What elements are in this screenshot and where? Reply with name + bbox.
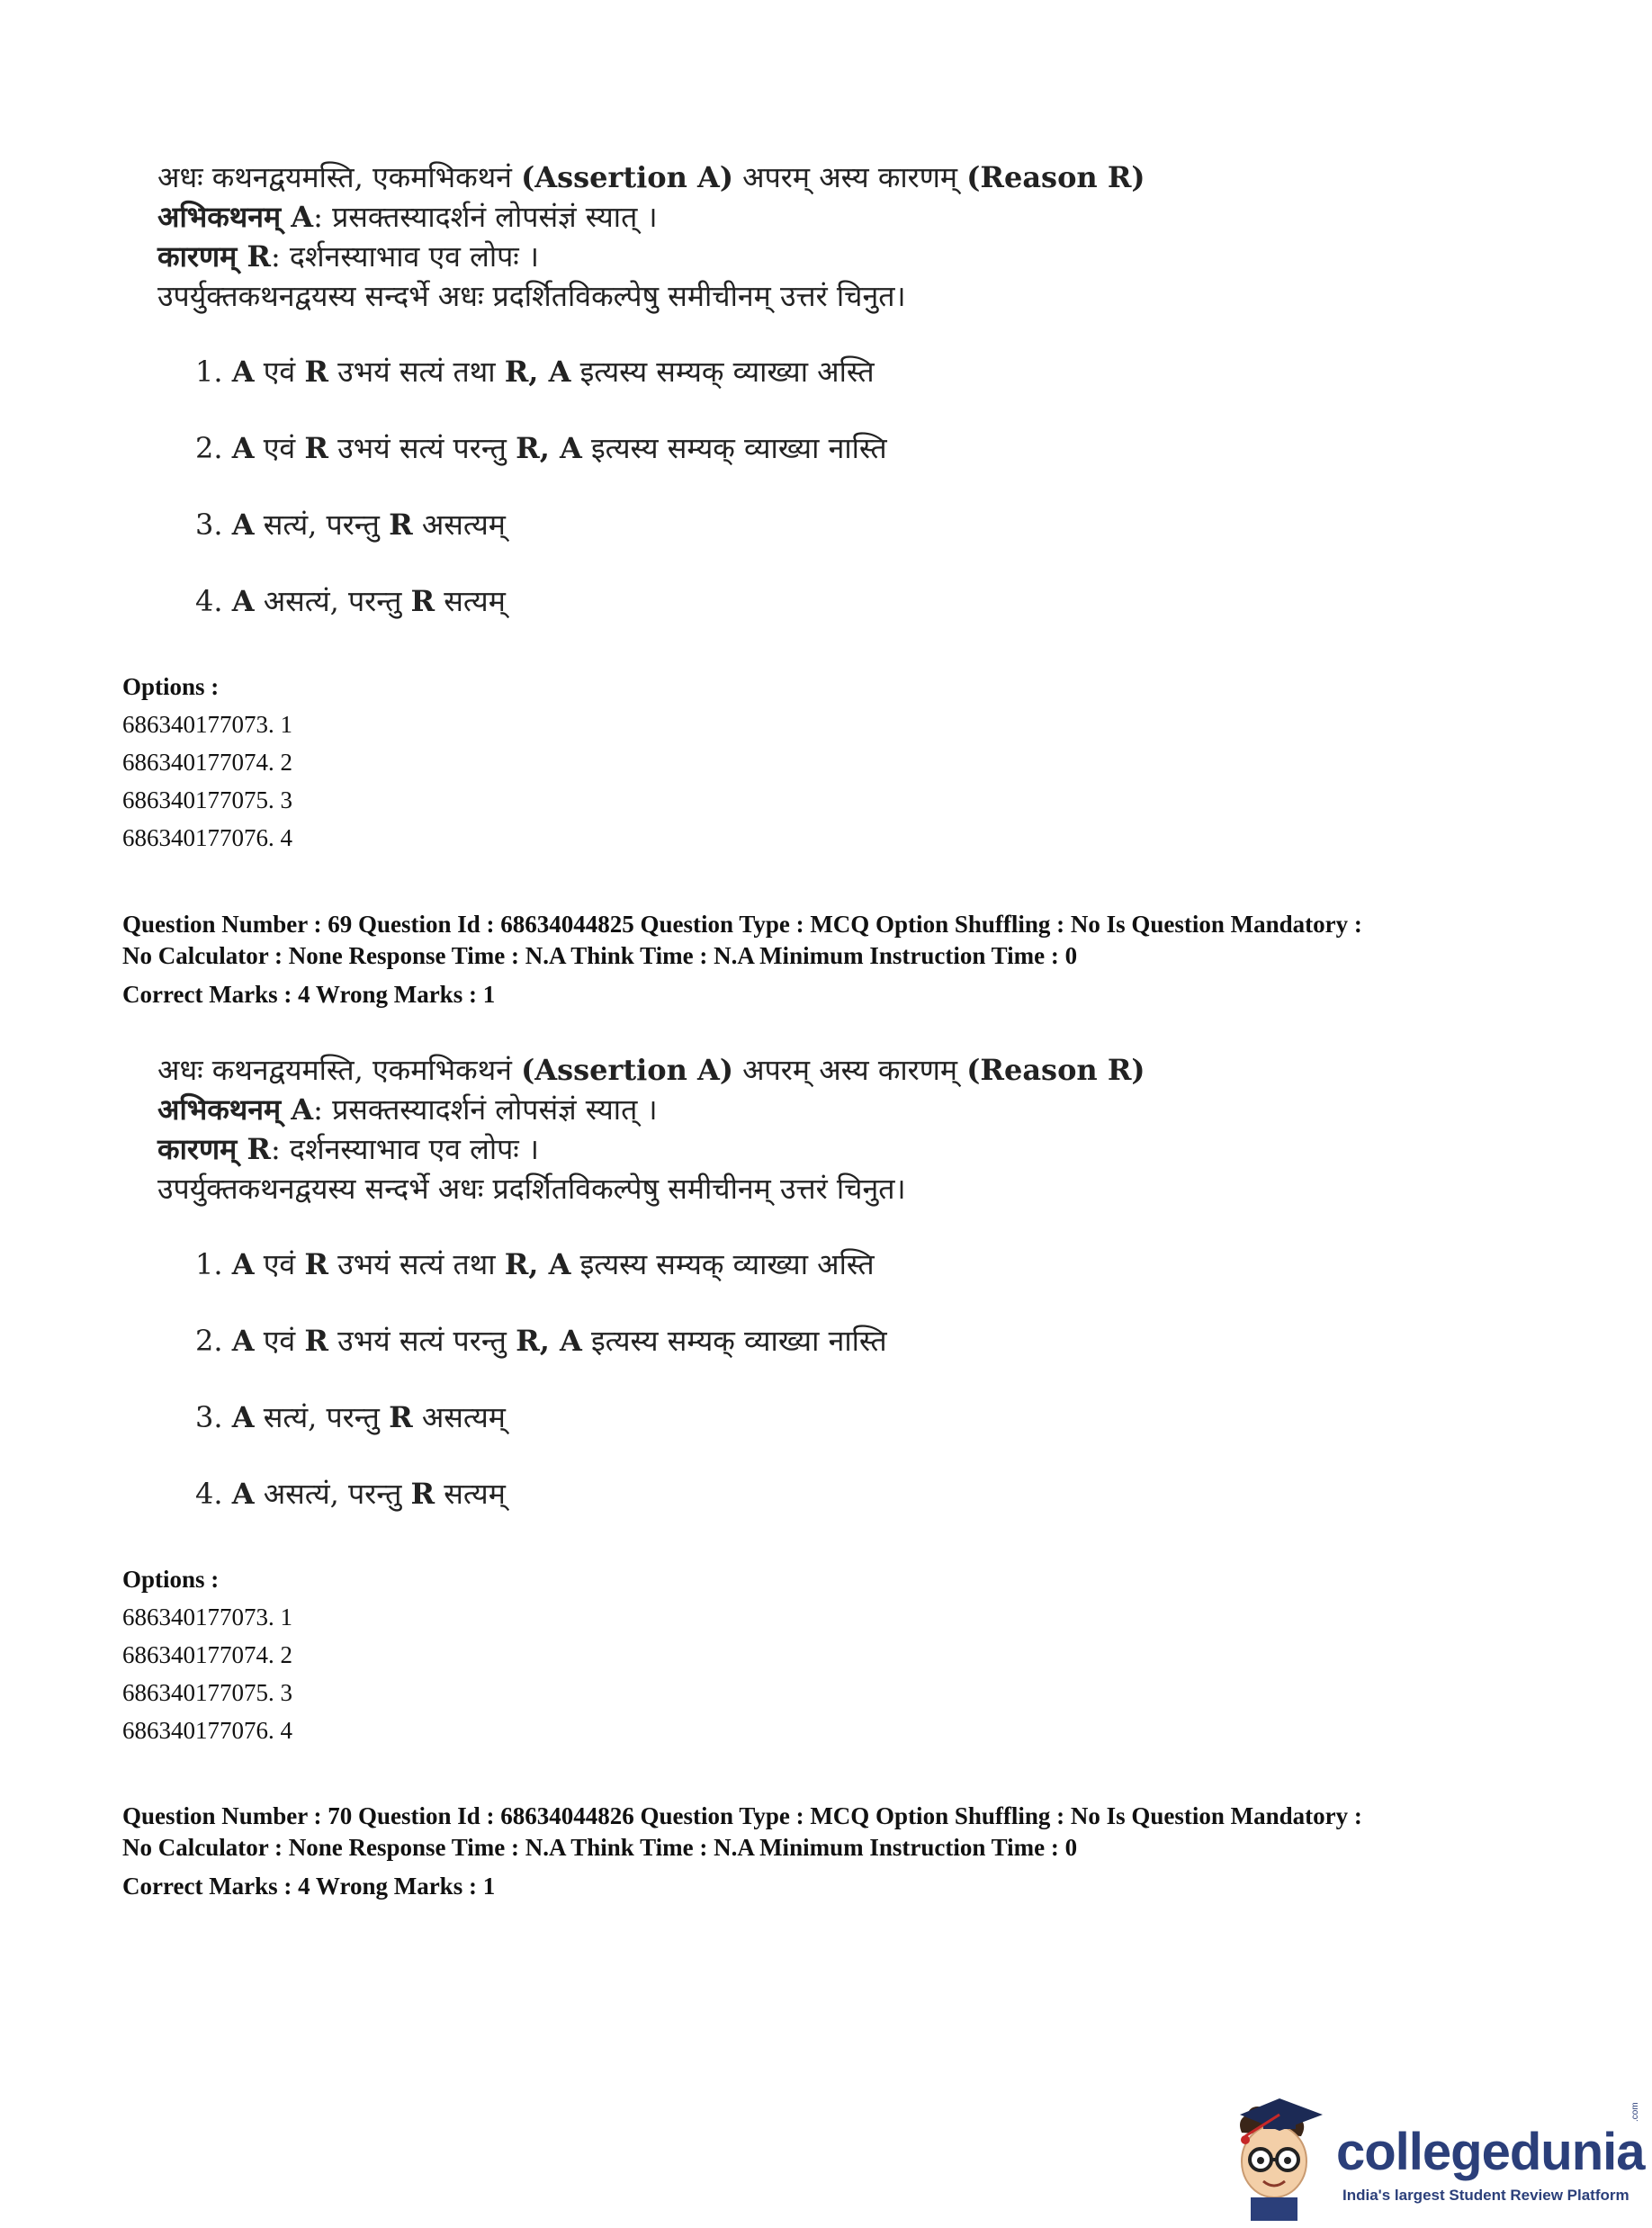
question-intro: अधः कथनद्वयमस्ति, एकमभिकथनं (Assertion A) अपरम् अस्य कारणम् (Reason R) — [157, 160, 1145, 194]
meta-line-2: No Calculator : None Response Time : N.A Think Time : N.A Minimum Instruction Time : 0 — [122, 1834, 1078, 1861]
question-meta-69 — [122, 909, 1362, 1011]
marks-line: Correct Marks : 4 Wrong Marks : 1 — [122, 981, 496, 1008]
options-list-1 — [122, 668, 292, 857]
meta-line-1: Question Number : 69 Question Id : 68634044825 Question Type : MCQ Option Shuffling : No Is Question Mandatory : — [122, 911, 1362, 938]
choice-3: 3. A सत्यं, परन्तु R असत्यम् — [195, 1400, 506, 1434]
options-title: Options : — [122, 1566, 220, 1593]
choice-4: 4. A असत्यं, परन्तु R सत्यम् — [195, 584, 506, 618]
instruction-line: उपर्युक्तकथनद्वयस्य सन्दर्भे अधः प्रदर्शितविकल्पेषु समीचीनम् उत्तरं चिनुत। — [157, 1172, 906, 1206]
option-item: 686340177073. 1 — [122, 1604, 292, 1631]
meta-line-2: No Calculator : None Response Time : N.A Think Time : N.A Minimum Instruction Time : 0 — [122, 942, 1078, 969]
reason-line: कारणम् R: दर्शनस्याभाव एव लोपः । — [157, 239, 540, 274]
option-item: 686340177074. 2 — [122, 1641, 292, 1668]
choice-2: 2. A एवं R उभयं सत्यं परन्तु R, A इत्यस्य सम्यक् व्याख्या नास्ति — [195, 431, 887, 465]
logo-suffix: .com — [1630, 2102, 1640, 2122]
choice-1: 1. A एवं R उभयं सत्यं तथा R, A इत्यस्य सम्यक् व्याख्या अस्ति — [195, 355, 875, 389]
option-item: 686340177074. 2 — [122, 749, 292, 776]
question-intro: अधः कथनद्वयमस्ति, एकमभिकथनं (Assertion A) अपरम् अस्य कारणम् (Reason R) — [157, 1053, 1145, 1087]
choice-4: 4. A असत्यं, परन्तु R सत्यम् — [195, 1477, 506, 1511]
instruction-line: उपर्युक्तकथनद्वयस्य सन्दर्भे अधः प्रदर्शितविकल्पेषु समीचीनम् उत्तरं चिनुत। — [157, 279, 906, 313]
options-list-2 — [122, 1560, 292, 1749]
option-item: 686340177073. 1 — [122, 711, 292, 738]
logo-tagline: India's largest Student Review Platform — [1342, 2187, 1630, 2204]
choice-1: 1. A एवं R उभयं सत्यं तथा R, A इत्यस्य सम्यक् व्याख्या अस्ति — [195, 1247, 875, 1281]
marks-line: Correct Marks : 4 Wrong Marks : 1 — [122, 1873, 496, 1900]
mascot-icon — [1224, 2097, 1336, 2223]
options-title: Options : — [122, 673, 220, 700]
reason-line: कारणम् R: दर्शनस्याभाव एव लोपः । — [157, 1132, 540, 1166]
logo-name: collegedunia — [1336, 2123, 1645, 2181]
choice-3: 3. A सत्यं, परन्तु R असत्यम् — [195, 508, 506, 542]
collegedunia-logo — [1224, 2097, 1647, 2223]
choice-2: 2. A एवं R उभयं सत्यं परन्तु R, A इत्यस्य सम्यक् व्याख्या नास्ति — [195, 1324, 887, 1358]
option-item: 686340177075. 3 — [122, 1679, 292, 1706]
assertion-line: अभिकथनम् A: प्रसक्तस्यादर्शनं लोपसंज्ञं स्यात् । — [157, 1092, 658, 1127]
option-item: 686340177075. 3 — [122, 786, 292, 813]
question-meta-70 — [122, 1801, 1362, 1902]
question-block-1 — [157, 157, 1237, 621]
option-item: 686340177076. 4 — [122, 1717, 292, 1744]
option-item: 686340177076. 4 — [122, 824, 292, 851]
question-block-2 — [157, 1050, 1237, 1514]
assertion-line: अभिकथनम् A: प्रसक्तस्यादर्शनं लोपसंज्ञं स्यात् । — [157, 200, 658, 234]
meta-line-1: Question Number : 70 Question Id : 68634044826 Question Type : MCQ Option Shuffling : No Is Question Mandatory : — [122, 1802, 1362, 1829]
